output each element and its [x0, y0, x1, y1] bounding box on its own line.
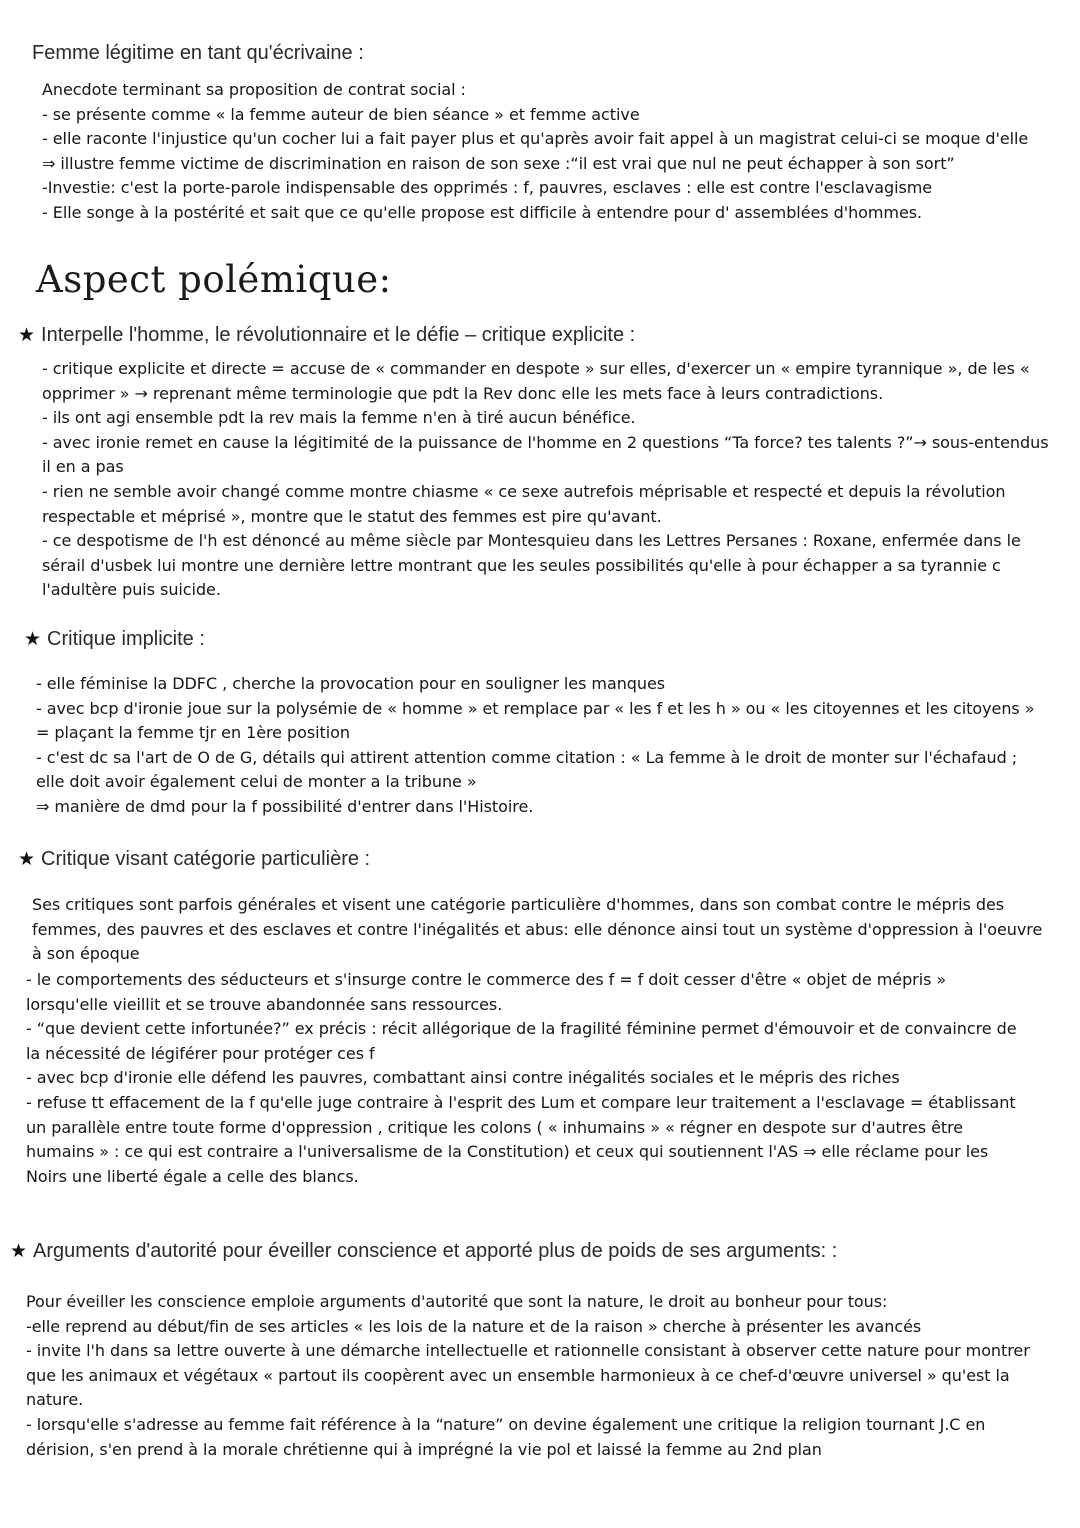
star-icon: ★ [24, 629, 42, 650]
text-line: Anecdote terminant sa proposition de contrat social : [42, 80, 466, 99]
text-line: Pour éveiller les conscience emploie arguments d'autorité que sont la nature, le droit au bonheur pour tous: [26, 1292, 888, 1311]
heading-text: Arguments d'autorité pour éveiller conscience et apporté plus de poids de ses arguments: : [33, 1240, 838, 1262]
section-heading-critique-explicite [18, 324, 635, 347]
star-icon: ★ [10, 1241, 28, 1262]
section-body-arguments-autorite [26, 1290, 1030, 1462]
text-line: opprimer » → reprenant même terminologie que pdt la Rev donc elle les mets face à leurs contradictions. [42, 383, 884, 403]
section-heading-critique-implicite [24, 628, 205, 651]
section-body-ecrivaine [42, 78, 1028, 226]
text-line: - avec bcp d'ironie joue sur la polysémie de « homme » et remplace par « les f et les h » ou « les citoyennes et les citoyens » [36, 698, 1035, 718]
text-line: - elle féminise la DDFC , cherche la provocation pour en souligner les manques [36, 674, 666, 693]
text-line: nature. [26, 1390, 84, 1410]
text-line: - elle raconte l'injustice qu'un cocher lui a fait payer plus et qu'après avoir fait appel à un magistrat celui-ci se moque d'elle [42, 129, 1029, 149]
text-line: - avec bcp d'ironie elle défend les pauvres, combattant ainsi contre inégalités sociales et le mépris des riches [26, 1068, 900, 1088]
text-line: femmes, des pauvres et des esclaves et contre l'inégalités et abus: elle dénonce ainsi tout un système d'oppression à l'oeuvre [32, 919, 1043, 939]
text-line: il en a pas [42, 457, 124, 477]
section-intro-categorie [32, 893, 1042, 967]
heading-text: Critique implicite : [47, 628, 205, 650]
heading-text: Interpelle l'homme, le révolutionnaire et le défie – critique explicite : [41, 324, 636, 346]
text-line: elle doit avoir également celui de monter a la tribune » [36, 772, 477, 792]
text-line: - “que devient cette infortunée?” ex précis : récit allégorique de la fragilité féminine permet d'émouvoir et de convaincre de [26, 1019, 1017, 1039]
text-line: - ils ont agi ensemble pdt la rev mais la femme n'en à tiré aucun bénéfice. [42, 408, 636, 428]
section-body-categorie [26, 968, 1017, 1189]
text-line: à son époque [32, 944, 140, 964]
text-line: - avec ironie remet en cause la légitimité de la puissance de l'homme en 2 questions “Ta force? tes talents ?”→ sous-entendus [42, 432, 1049, 452]
star-icon: ★ [18, 849, 36, 870]
star-icon: ★ [18, 325, 36, 346]
text-line: humains » : ce qui est contraire a l'universalisme de la Constitution) et ceux qui soutiennent l'AS ⇒ elle réclame pour les [26, 1142, 989, 1162]
text-line: ⇒ manière de dmd pour la f possibilité d'entrer dans l'Histoire. [36, 796, 534, 816]
text-line: -Investie: c'est la porte-parole indispensable des opprimés : f, pauvres, esclaves : elle est contre l'esclavagisme [42, 178, 933, 198]
page-title-aspect-polemique: Aspect polémique: [36, 258, 392, 301]
text-line: sérail d'usbek lui montre une dernière lettre montrant que les seules possibilités qu'elle à pour échapper a sa tyrannie c [42, 555, 1001, 575]
text-line: - se présente comme « la femme auteur de bien séance » et femme active [42, 104, 640, 124]
heading-text: Critique visant catégorie particulière : [41, 848, 371, 870]
text-line: un parallèle entre toute forme d'oppression , critique les colons ( « inhumains » « régner en despote sur d'autres être [26, 1117, 964, 1137]
section-body-critique-implicite [36, 672, 1034, 820]
text-line: - critique explicite et directe = accuse de « commander en despote » sur elles, d'exercer un « empire tyrannique », de les « [42, 359, 1030, 378]
text-line: - c'est dc sa l'art de O de G, détails qui attirent attention comme citation : « La femme à le droit de monter sur l'échafaud ; [36, 747, 1018, 767]
text-line: - ce despotisme de l'h est dénoncé au même siècle par Montesquieu dans les Lettres Persanes : Roxane, enfermée dans le [42, 531, 1021, 551]
text-line: dérision, s'en prend à la morale chrétienne qui à imprégné la vie pol et laissé la femme au 2nd plan [26, 1439, 822, 1459]
text-line: - invite l'h dans sa lettre ouverte à une démarche intellectuelle et rationnelle consistant à observer cette nature pour montrer [26, 1341, 1030, 1361]
section-heading-categorie [18, 848, 370, 871]
text-line: -elle reprend au début/fin de ses articles « les lois de la nature et de la raison » cherche à présenter les avancés [26, 1316, 922, 1336]
text-line: - refuse tt effacement de la f qu'elle juge contraire à l'esprit des Lum et compare leur traitement a l'esclavage = établissant [26, 1092, 1016, 1112]
text-line: Noirs une liberté égale a celle des blancs. [26, 1166, 359, 1186]
text-line: - le comportements des séducteurs et s'insurge contre le commerce des f = f doit cesser d'être « objet de mépris » [26, 970, 947, 989]
text-line: lorsqu'elle vieillit et se trouve abandonnée sans ressources. [26, 994, 503, 1014]
text-line: ⇒ illustre femme victime de discrimination en raison de son sexe :“il est vrai que nul ne peut échapper à son sort” [42, 153, 955, 173]
section-heading-ecrivaine: Femme légitime en tant qu'écrivaine : [32, 42, 364, 64]
text-line: la nécessité de légiférer pour protéger ces f [26, 1043, 375, 1063]
text-line: = plaçant la femme tjr en 1ère position [36, 723, 350, 743]
text-line: - Elle songe à la postérité et sait que ce qu'elle propose est difficile à entendre pour d' assemblées d'hommes. [42, 202, 923, 222]
section-heading-arguments-autorite [10, 1240, 837, 1263]
text-line: - rien ne semble avoir changé comme montre chiasme « ce sexe autrefois méprisable et respecté et depuis la révolution [42, 481, 1006, 501]
text-line: Ses critiques sont parfois générales et visent une catégorie particulière d'hommes, dans son combat contre le mépris des [32, 895, 1005, 914]
text-line: l'adultère puis suicide. [42, 580, 221, 600]
text-line: que les animaux et végétaux « partout ils coopèrent avec un ensemble harmonieux à ce chef-d'œuvre universel » qu'est la [26, 1365, 1010, 1385]
text-line: respectable et méprisé », montre que le statut des femmes est pire qu'avant. [42, 506, 662, 526]
text-line: - lorsqu'elle s'adresse au femme fait référence à la “nature” on devine également une critique la religion tournant J.C en [26, 1414, 986, 1434]
section-body-critique-explicite [42, 357, 1049, 603]
